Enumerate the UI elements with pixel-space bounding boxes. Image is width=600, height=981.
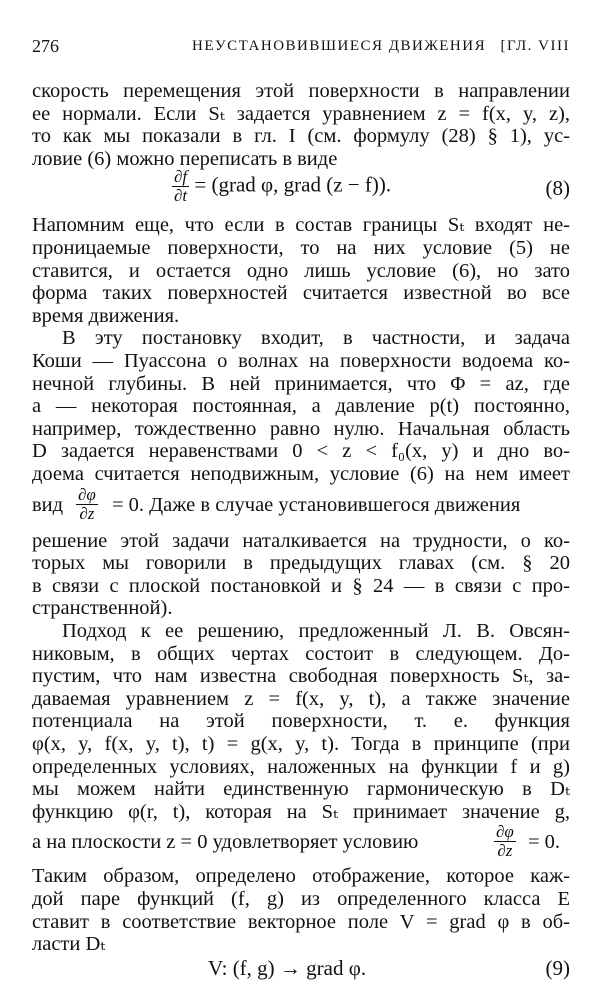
text-line: пустим, что нам известна свободная поверхность Sₜ, за- xyxy=(32,665,570,688)
text-line: дой паре функций (f, g) из определенного класса E xyxy=(32,888,570,910)
page-number: 276 xyxy=(32,36,59,56)
inline-text: а на плоскости z = 0 удовлетворяет условию xyxy=(32,831,419,854)
fraction: $\frac{\partial\varphi}{\partial z}$ xyxy=(78,484,96,523)
text-line: в связи с плоской постановкой и § 24 — в связи с про- xyxy=(32,574,570,597)
text-line: решение этой задачи наталкивается на трудности, о ко- xyxy=(32,529,570,552)
running-title: НЕУСТАНОВИВШИЕСЯ ДВИЖЕНИЯ xyxy=(192,38,487,54)
text-line: никовым, в общих чертах состоит в следующем. До- xyxy=(32,642,570,665)
text-line: В эту постановку входит, в частности, и задача xyxy=(62,327,570,350)
text-line: Напомним еще, что если в состав границы Sₜ входят не- xyxy=(32,214,570,237)
text-line: потенциала на этой поверхности, т. е. функция xyxy=(32,710,570,733)
equation-rhs: = (grad φ, grad (z − f)). xyxy=(194,172,392,197)
text-line: ставится, и остается одно лишь условие (6), но зато xyxy=(32,259,570,282)
text-line: даваемая уравнением z = f(x, y, t), а также значение xyxy=(32,687,570,710)
text-line: торых мы говорили в предыдущих главах (см. § 20 xyxy=(32,552,570,575)
text-line: форма таких поверхностей считается известной во все xyxy=(32,282,570,305)
fraction: $\frac{\partial f}{\partial t}$ xyxy=(174,167,188,206)
text-line: то как мы показали в гл. I (см. формулу (28) § 1), ус- xyxy=(32,125,570,148)
text-line: ловие (6) можно переписать в виде xyxy=(32,147,338,170)
text-line: Таким образом, определено отображение, которое каж- xyxy=(32,865,570,888)
text-line: функцию φ(r, t), которая на Sₜ принимает значение g, xyxy=(32,800,570,823)
inline-text: = 0. xyxy=(528,831,561,854)
text-line: Подход к ее решению, предложенный Л. В. Овсян- xyxy=(62,620,570,642)
text-line: нечной глубины. В ней принимается, что Φ = az, где xyxy=(32,372,570,395)
text-line: ее нормали. Если Sₜ задается уравнением z = f(x, y, z), xyxy=(32,102,570,125)
text-line: скорость перемещения этой поверхности в направлении xyxy=(32,80,570,102)
text-line: например, тождественно равно нулю. Начальная область xyxy=(32,417,570,440)
text-line: ласти Dₜ xyxy=(32,933,106,956)
text-line: доема считается неподвижным, условие (6) на нем имеет xyxy=(32,463,570,485)
text-line: Коши — Пуассона о волнах на поверхности водоема ко- xyxy=(32,350,570,372)
text-line: проницаемые поверхности, то на них условие (5) не xyxy=(32,237,570,259)
text-line: мы можем найти единственную гармоническую в Dₜ xyxy=(32,778,570,801)
text-line: определенных условиях, наложенных на функции f и g) xyxy=(32,755,570,778)
inline-formula-line: вид $\frac{\partial\varphi}{\partial z}$ = 0. Даже в случае установившегося движения xyxy=(32,484,521,523)
equation-number: (9) xyxy=(545,955,570,980)
chapter-reference: [ГЛ. VIII xyxy=(500,38,570,54)
text-line: φ(x, y, f(x, y, t), t) = g(x, y, t). Тогда в принципе (при xyxy=(32,733,570,755)
text-line: время движения. xyxy=(32,304,180,327)
text-line: странственной). xyxy=(32,597,173,620)
equation-9: V: (f, g) → grad φ. xyxy=(208,955,367,980)
fraction: $\frac{\partial\varphi}{\partial z}$ xyxy=(496,822,514,861)
equation-number: (8) xyxy=(545,176,570,201)
text-line: a — некоторая постоянная, а давление p(t) постоянно, xyxy=(32,395,570,418)
text-line: ставит в соответствие векторное поле V = grad φ в об- xyxy=(32,910,570,933)
text-line: D задается неравенствами 0 < z < f₀(x, y) и дно во- xyxy=(32,440,570,463)
